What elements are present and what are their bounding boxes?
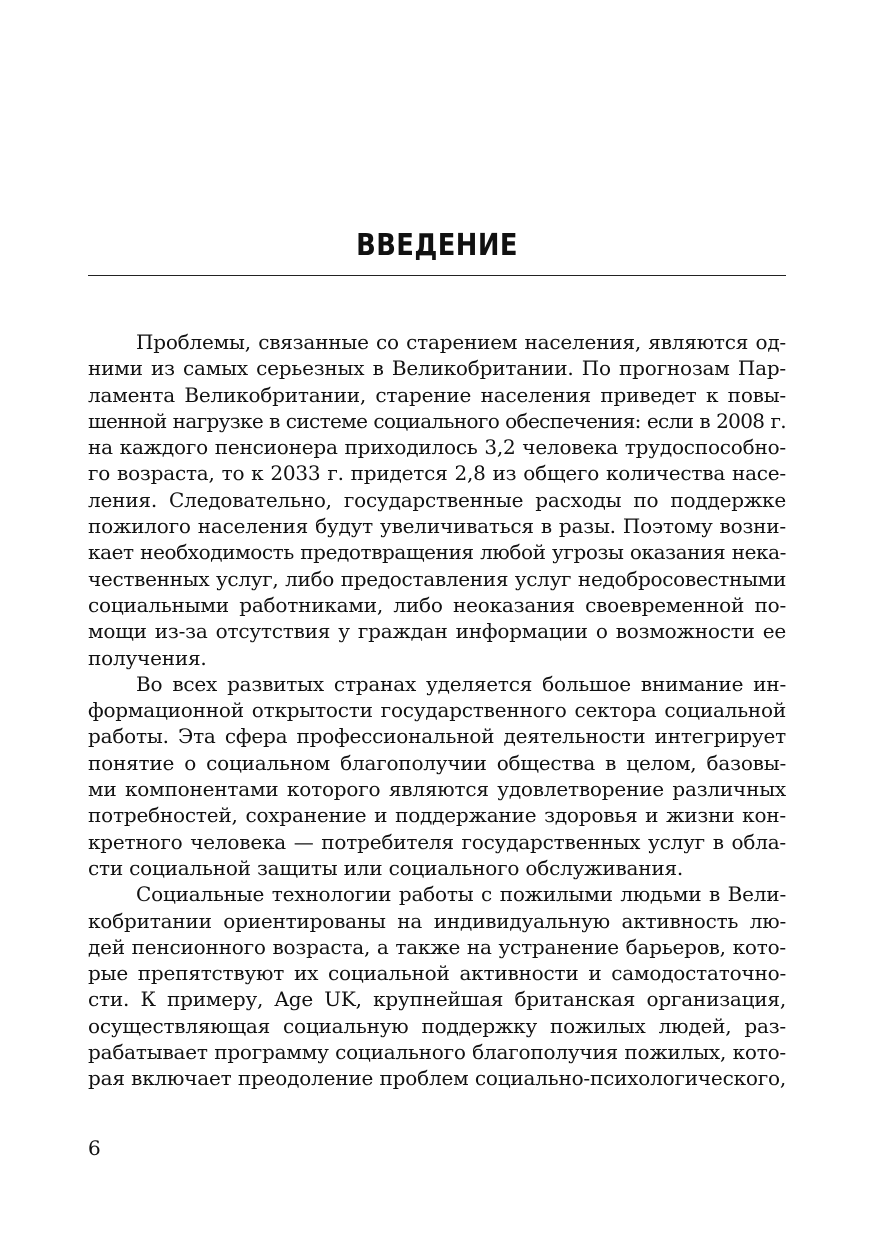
text-line: Проблемы, связанные со старением населения, являются од- (136, 330, 786, 354)
text-line: ламента Великобритании, старение населения приведет к повы- (88, 382, 786, 407)
text-line: дей пенсионного возраста, а также на устранение барьеров, кото- (88, 934, 786, 959)
text-line: потребностей, сохранение и поддержание здоровья и жизни кон- (88, 803, 786, 828)
text-line: кретного человека — потребителя государственных услуг в обла- (88, 829, 786, 854)
text-line: Во всех развитых странах уделяется большое внимание ин- (136, 671, 786, 696)
text-line: осуществляющая социальную поддержку пожилых людей, раз- (88, 1013, 786, 1038)
text-line: чественных услуг, либо предоставления услуг недобросовестными (88, 566, 786, 591)
text-line: работы. Эта сфера профессиональной деятельности интегрирует (88, 724, 786, 749)
text-line: кобритании ориентированы на индивидуальную активность лю- (88, 908, 786, 933)
text-line: кает необходимость предотвращения любой угрозы оказания нека- (88, 540, 786, 565)
text-line: ми компонентами которого являются удовлетворение различных (88, 777, 786, 802)
text-line: получения. (88, 645, 207, 670)
text-line: на каждого пенсионера приходилось 3,2 человека трудоспособно- (88, 435, 786, 460)
text-line: рая включает преодоление проблем социально-психологического, (88, 1066, 786, 1091)
text-line: сти. К примеру, Age UK, крупнейшая британская организация, (88, 987, 786, 1012)
text-line: го возраста, то к 2033 г. придется 2,8 из общего количества насе- (88, 461, 786, 486)
text-line: рые препятствуют их социальной активности и самодостаточно- (88, 961, 786, 986)
text-line: рабатывает программу социального благополучия пожилых, кото- (88, 1040, 786, 1065)
text-line: ними из самых серьезных в Великобритании. По прогнозам Пар- (88, 356, 786, 381)
heading-divider (88, 275, 786, 276)
text-line: мощи из-за отсутствия у граждан информации о возможности ее (88, 619, 786, 644)
chapter-heading: ВВЕДЕНИЕ (356, 228, 518, 263)
text-line: формационной открытости государственного сектора социальной (88, 698, 786, 723)
text-line: понятие о социальном благополучии общества в целом, базовы- (88, 750, 786, 775)
text-line: ления. Следовательно, государственные расходы по поддержке (88, 487, 786, 512)
text-line: пожилого населения будут увеличиваться в разы. Поэтому возни- (88, 514, 786, 539)
page-number: 6 (88, 1136, 101, 1160)
text-line: социальными работниками, либо неоказания своевременной по- (88, 592, 786, 617)
text-line: шенной нагрузке в системе социального обеспечения: если в 2008 г. (88, 408, 786, 433)
body-text (88, 329, 786, 1092)
text-line: Социальные технологии работы с пожилыми людьми в Вели- (136, 882, 786, 907)
text-line: сти социальной защиты или социального обслуживания. (88, 855, 684, 880)
